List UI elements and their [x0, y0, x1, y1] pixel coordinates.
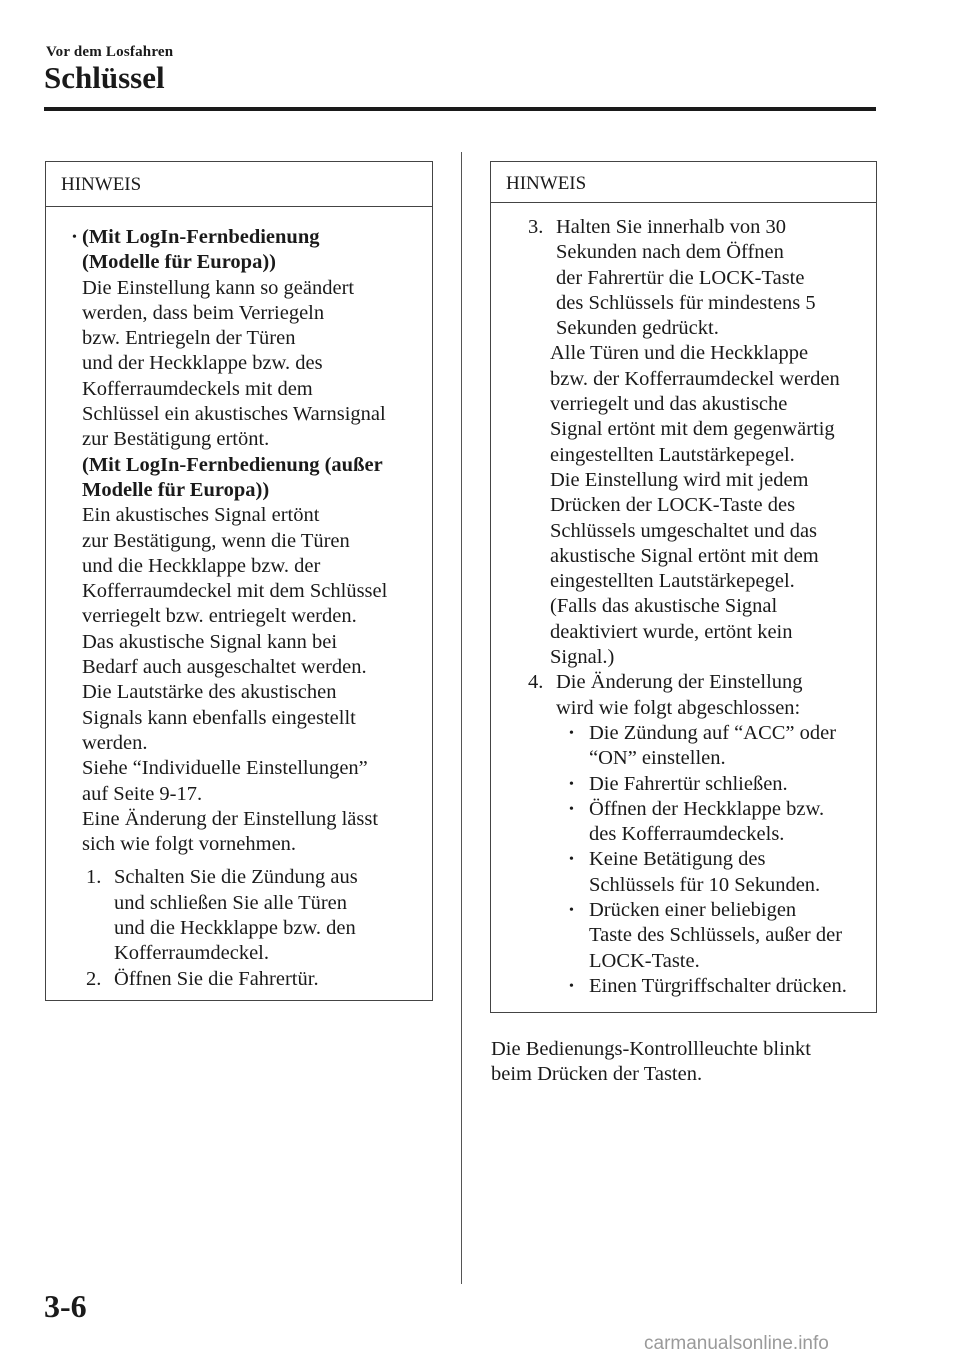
step-number: 2. [86, 967, 102, 990]
text-line: akustische Signal ertönt mit dem [550, 544, 819, 567]
bullet-item [528, 898, 868, 974]
text-line: Die Fahrertür schließen. [589, 772, 788, 795]
text-line: Schalten Sie die Zündung aus [114, 866, 358, 889]
text-line: Die Einstellung kann so geändert [82, 276, 355, 299]
bullet-item [528, 974, 868, 999]
text-line: werden, dass beim Verriegeln [82, 301, 325, 324]
bullet-icon: • [569, 978, 574, 994]
bullet-icon: • [569, 903, 574, 919]
text-line: Taste des Schlüssels, außer der [589, 924, 843, 947]
watermark: carmanualsonline.info [644, 1333, 829, 1354]
text-line: LOCK-Taste. [589, 949, 700, 972]
text-line: auf Seite 9-17. [82, 782, 203, 805]
text-line: Die Lautstärke des akustischen [82, 681, 337, 704]
bullet-title: Modelle für Europa)) [82, 478, 270, 501]
section-label: Vor dem Losfahren [46, 44, 174, 60]
body-paragraph [491, 1037, 811, 1088]
text-line: “ON” einstellen. [589, 747, 726, 770]
text-line: und schließen Sie alle Türen [114, 891, 348, 914]
bullet-item [528, 847, 868, 898]
numbered-step [72, 967, 420, 992]
text-line: und die Heckklappe bzw. den [114, 917, 356, 940]
bullet-icon: • [569, 776, 574, 792]
text-line: Signal ertönt mit dem gegenwärtig [550, 418, 835, 441]
text-line: Eine Änderung der Einstellung lässt [82, 807, 379, 830]
title-rule [44, 107, 876, 111]
text-line: Signal.) [550, 646, 615, 669]
text-line: sich wie folgt vornehmen. [82, 833, 297, 856]
text-line: Die Änderung der Einstellung [556, 671, 803, 694]
text-line: der Fahrertür die LOCK-Taste [556, 266, 805, 289]
text-line: des Kofferraumdeckels. [589, 823, 785, 846]
text-line: Öffnen Sie die Fahrertür. [114, 967, 319, 990]
text-line: Siehe “Individuelle Einstellungen” [82, 757, 368, 780]
bullet-item [528, 797, 868, 848]
text-line: und die Heckklappe bzw. der [82, 554, 321, 577]
text-line: Das akustische Signal kann bei [82, 630, 338, 653]
text-line: Signals kann ebenfalls eingestellt [82, 706, 356, 729]
text-line: und der Heckklappe bzw. des [82, 352, 323, 375]
column-divider [461, 152, 462, 1284]
text-line: bzw. Entriegeln der Türen [82, 327, 296, 350]
bullet-item [528, 772, 868, 797]
text-line: Keine Betätigung des [589, 848, 766, 871]
text-line: Kofferraumdeckel. [114, 942, 270, 965]
text-line: wird wie folgt abgeschlossen: [556, 696, 801, 719]
text-line: Drücken einer beliebigen [589, 899, 797, 922]
note-heading: HINWEIS [46, 162, 432, 207]
text-line: Einen Türgriffschalter drücken. [589, 974, 847, 997]
step-number: 4. [528, 671, 544, 694]
numbered-step [72, 865, 420, 966]
note-body [46, 207, 432, 992]
note-body [491, 203, 876, 999]
text-line: Bedarf auch ausgeschaltet werden. [82, 656, 367, 679]
note-box-right [490, 161, 877, 1013]
text-line: Die Einstellung wird mit jedem [550, 468, 809, 491]
step-number: 1. [86, 866, 102, 889]
page-number: 3-6 [44, 1288, 87, 1324]
bullet-icon: • [72, 230, 77, 245]
text-line: verriegelt und das akustische [550, 393, 788, 416]
text-line: Halten Sie innerhalb von 30 [556, 216, 787, 238]
bullet-item [72, 225, 420, 857]
bullet-icon: • [569, 725, 574, 741]
text-line: beim Drücken der Tasten. [491, 1063, 703, 1086]
note-box-left [45, 161, 433, 1001]
text-line: Die Bedienungs-Kontrollleuchte blinkt [491, 1038, 811, 1060]
text-line: eingestellten Lautstärkepegel. [550, 443, 795, 466]
text-line: Die Zündung auf “ACC” oder [589, 721, 837, 744]
paragraph [528, 341, 868, 670]
text-line: werden. [82, 731, 148, 754]
bullet-title: (Modelle für Europa)) [82, 251, 276, 274]
numbered-step [528, 670, 868, 721]
text-line: deaktiviert wurde, ertönt kein [550, 620, 793, 643]
text-line: Kofferraumdeckel mit dem Schlüssel [82, 580, 388, 603]
text-line: verriegelt bzw. entriegelt werden. [82, 605, 357, 628]
text-line: Schlüssels für 10 Sekunden. [589, 873, 821, 896]
text-line: Drücken der LOCK-Taste des [550, 494, 796, 517]
text-line: zur Bestätigung ertönt. [82, 428, 270, 451]
text-line: zur Bestätigung, wenn die Türen [82, 529, 350, 552]
bullet-icon: • [569, 852, 574, 868]
text-line: des Schlüssels für mindestens 5 [556, 291, 816, 314]
text-line: eingestellten Lautstärkepegel. [550, 570, 795, 593]
text-line: Alle Türen und die Heckklappe [550, 342, 809, 365]
text-line: Öffnen der Heckklappe bzw. [589, 797, 825, 820]
text-line: (Falls das akustische Signal [550, 595, 778, 618]
text-line: Schlüssel ein akustisches Warnsignal [82, 403, 386, 426]
text-line: Ein akustisches Signal ertönt [82, 504, 320, 527]
text-line: Schlüssels umgeschaltet und das [550, 519, 818, 542]
text-line: bzw. der Kofferraumdeckel werden [550, 367, 840, 390]
text-line: Sekunden nach dem Öffnen [556, 241, 784, 264]
page-title: Schlüssel [44, 60, 165, 95]
text-line: Sekunden gedrückt. [556, 317, 719, 340]
bullet-title: (Mit LogIn-Fernbedienung (außer [82, 453, 383, 476]
note-heading: HINWEIS [491, 162, 876, 203]
bullet-item [528, 721, 868, 772]
bullet-title: (Mit LogIn-Fernbedienung [82, 226, 320, 248]
bullet-icon: • [569, 801, 574, 817]
text-line: Kofferraumdeckels mit dem [82, 377, 313, 400]
numbered-step [528, 215, 868, 341]
step-number: 3. [528, 216, 544, 238]
